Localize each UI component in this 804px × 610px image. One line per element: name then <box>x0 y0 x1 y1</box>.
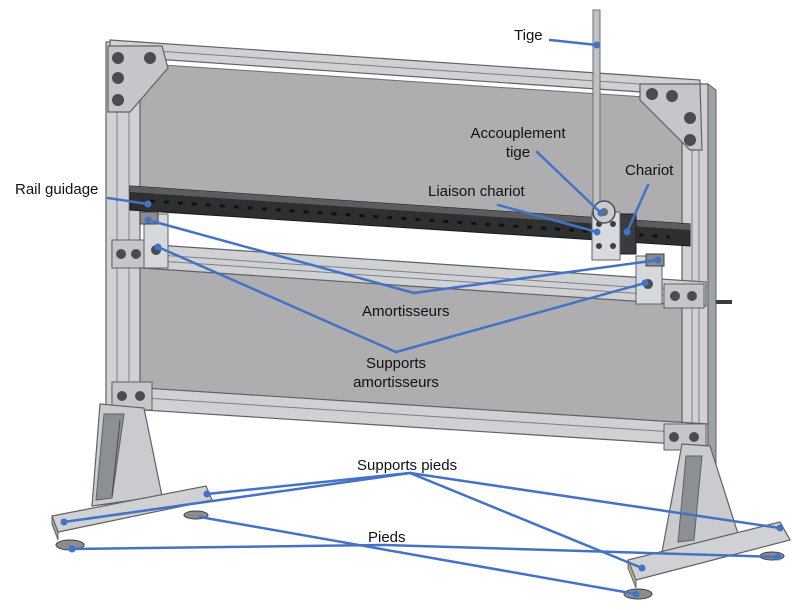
label-liaison-chariot: Liaison chariot <box>428 183 525 200</box>
label-amortisseurs: Amortisseurs <box>362 303 450 320</box>
label-supports-amortisseurs <box>336 354 456 392</box>
rod <box>593 10 600 210</box>
label-chariot: Chariot <box>625 162 674 179</box>
label-accouplement-tige <box>458 124 578 162</box>
label-supports-amortisseurs-line2: amortisseurs <box>353 374 439 391</box>
label-supports-pieds: Supports pieds <box>357 457 458 474</box>
label-rail-guidage: Rail guidage <box>15 181 99 198</box>
label-supports-amortisseurs-line1: Supports <box>365 355 427 372</box>
label-accouplement-line2: tige <box>505 144 531 161</box>
label-accouplement-line1: Accouplement <box>470 125 566 142</box>
side-bracket <box>716 300 732 304</box>
label-pieds: Pieds <box>368 529 406 546</box>
label-tige: Tige <box>514 27 543 44</box>
